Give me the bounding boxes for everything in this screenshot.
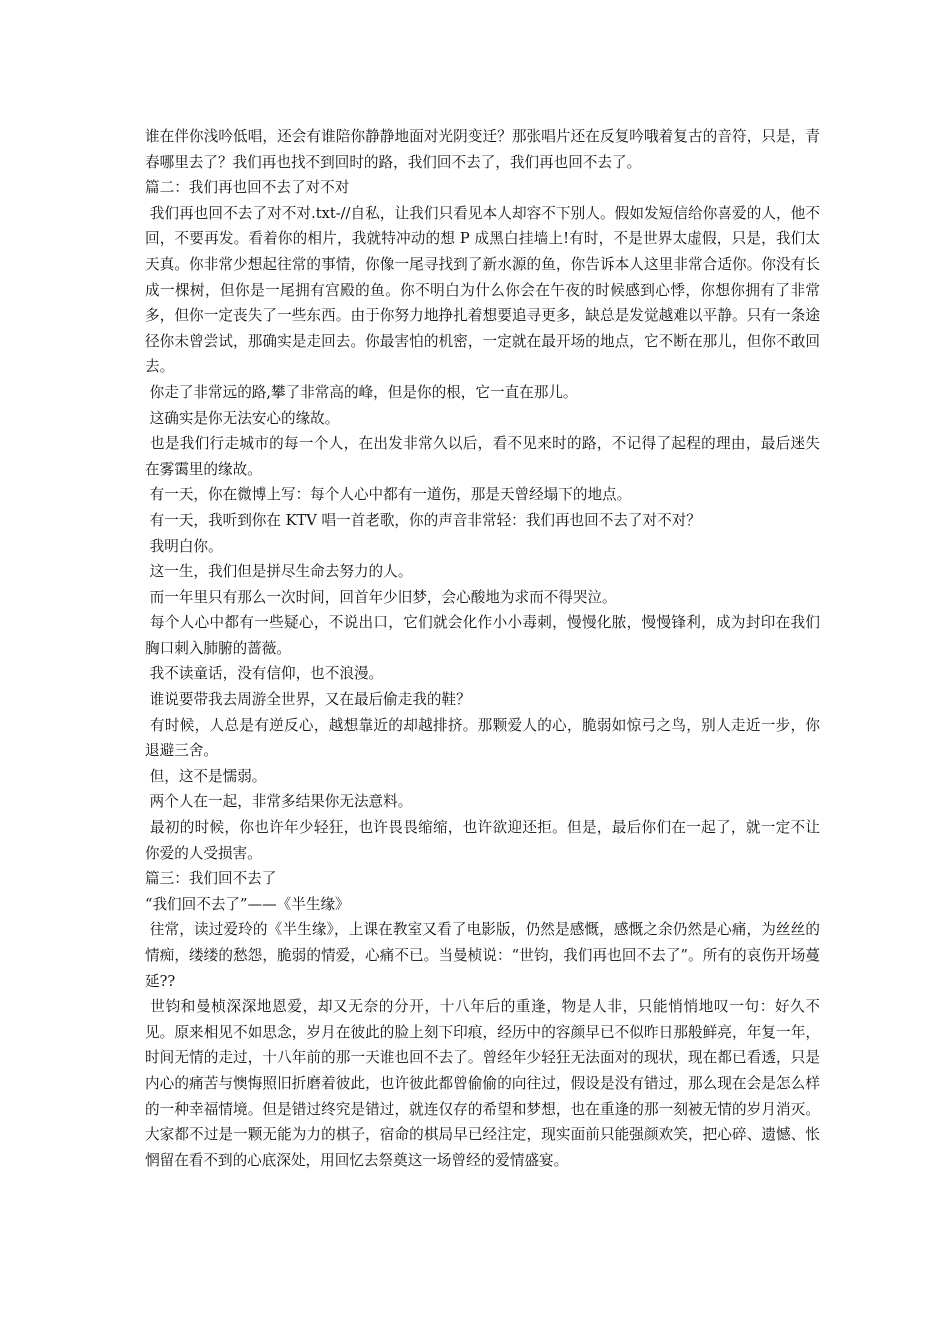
paragraph: 而一年里只有那么一次时间，回首年少旧梦，会心酸地为求而不得哭泣。	[145, 588, 617, 606]
paragraph: 每个人心中都有一些疑心，不说出口，它们就会化作小小毒刺，慢慢化脓，慢慢锋利，成为封印在我们胸口刺入肺腑的蔷薇。	[145, 614, 820, 657]
document-body	[145, 124, 820, 1173]
paragraph: 谁在伴你浅吟低唱，还会有谁陪你静静地面对光阴变迁？那张唱片还在反复吟哦着复古的音符，只是，青春哪里去了？我们再也找不到回时的路，我们回不去了，我们再也回不去了。	[145, 128, 820, 171]
paragraph: 你走了非常远的路,攀了非常高的峰，但是你的根，它一直在那儿。	[145, 383, 578, 401]
paragraph: 这一生，我们但是拼尽生命去努力的人。	[145, 563, 413, 581]
paragraph: 也是我们行走城市的每一个人，在出发非常久以后，看不见来时的路，不记得了起程的理由，最后迷失在雾霭里的缘故。	[145, 435, 820, 478]
paragraph: “我们回不去了”——《半生缘》	[145, 895, 350, 913]
paragraph: 有一天，你在微博上写：每个人心中都有一道伤，那是天曾经塌下的地点。	[145, 486, 632, 504]
paragraph: 最初的时候，你也许年少轻狂，也许畏畏缩缩，也许欲迎还拒。但是，最后你们在一起了，就一定不让你爱的人受损害。	[145, 819, 820, 862]
paragraph: 谁说要带我去周游全世界，又在最后偷走我的鞋？	[145, 691, 471, 709]
paragraph: 但，这不是懦弱。	[145, 767, 267, 785]
paragraph: 我们再也回不去了对不对.txt-//自私，让我们只看见本人却容不下别人。假如发短信给你喜爱的人，他不回，不要再发。看着你的相片，我就特冲动的想 P 成黑白挂墙上!有时，不是世界太虚假，只是，我们太天真。你非常少想起往常的事情，你像一尾寻找到了新水源的鱼，你告诉本人这里非常合适你。你没有长成一棵树，但你是一尾拥有宫殿的鱼。你不明白为什么你会在午夜的时候感到心悸，你想你拥有了非常多，但你一定丧失了一些东西。由于你努力地挣扎着想要追寻更多，缺总是发觉越难以平静。只有一条途径你未曾尝试，那确实是走回去。你最害怕的机密，一定就在最开场的地点，它不断在那儿，但你不敢回去。	[145, 204, 820, 376]
paragraph: 有一天，我听到你在 KTV 唱一首老歌，你的声音非常轻：我们再也回不去了对不对？	[145, 511, 701, 529]
paragraph: 世钧和曼桢深深地恩爱，却又无奈的分开，十八年后的重逢，物是人非，只能悄悄地叹一句：好久不见。原来相见不如思念，岁月在彼此的脸上刻下印痕，经历中的容颜早已不似昨日那般鲜亮，年复一年，时间无情的走过，十八年前的那一天谁也回不去了。曾经年少轻狂无法面对的现状，现在都已看透，只是内心的痛苦与懊悔照旧折磨着彼此，也许彼此都曾偷偷的向往过，假设是没有错过，那么现在会是怎么样的一种幸福情境。但是错过终究是错过，就连仅存的希望和梦想，也在重逢的那一刻被无情的岁月消灭。大家都不过是一颗无能为力的棋子，宿命的棋局早已经注定，现实面前只能强颜欢笑，把心碎、遗憾、怅惘留在看不到的心底深处，用回忆去祭奠这一场曾经的爱情盛宴。	[145, 998, 820, 1169]
paragraph: 我明白你。	[145, 537, 223, 555]
paragraph: 两个人在一起，非常多结果你无法意料。	[145, 793, 413, 811]
paragraph: 我不读童话，没有信仰，也不浪漫。	[145, 665, 384, 683]
section-heading: 篇三：我们回不去了	[145, 870, 277, 888]
paragraph: 有时候，人总是有逆反心，越想靠近的却越排挤。那颗爱人的心，脆弱如惊弓之鸟，别人走近一步，你退避三舍。	[145, 716, 820, 760]
section-heading: 篇二：我们再也回不去了对不对	[145, 179, 350, 197]
paragraph: 这确实是你无法安心的缘故。	[145, 409, 340, 427]
paragraph: 往常，读过爱玲的《半生缘》，上课在教室又看了电影版，仍然是感慨，感慨之余仍然是心痛，为丝丝的情痴，缕缕的愁怨，脆弱的情爱，心痛不已。当曼桢说：“世钧，我们再也回不去了”。所有的哀伤开场蔓延??	[145, 921, 820, 990]
